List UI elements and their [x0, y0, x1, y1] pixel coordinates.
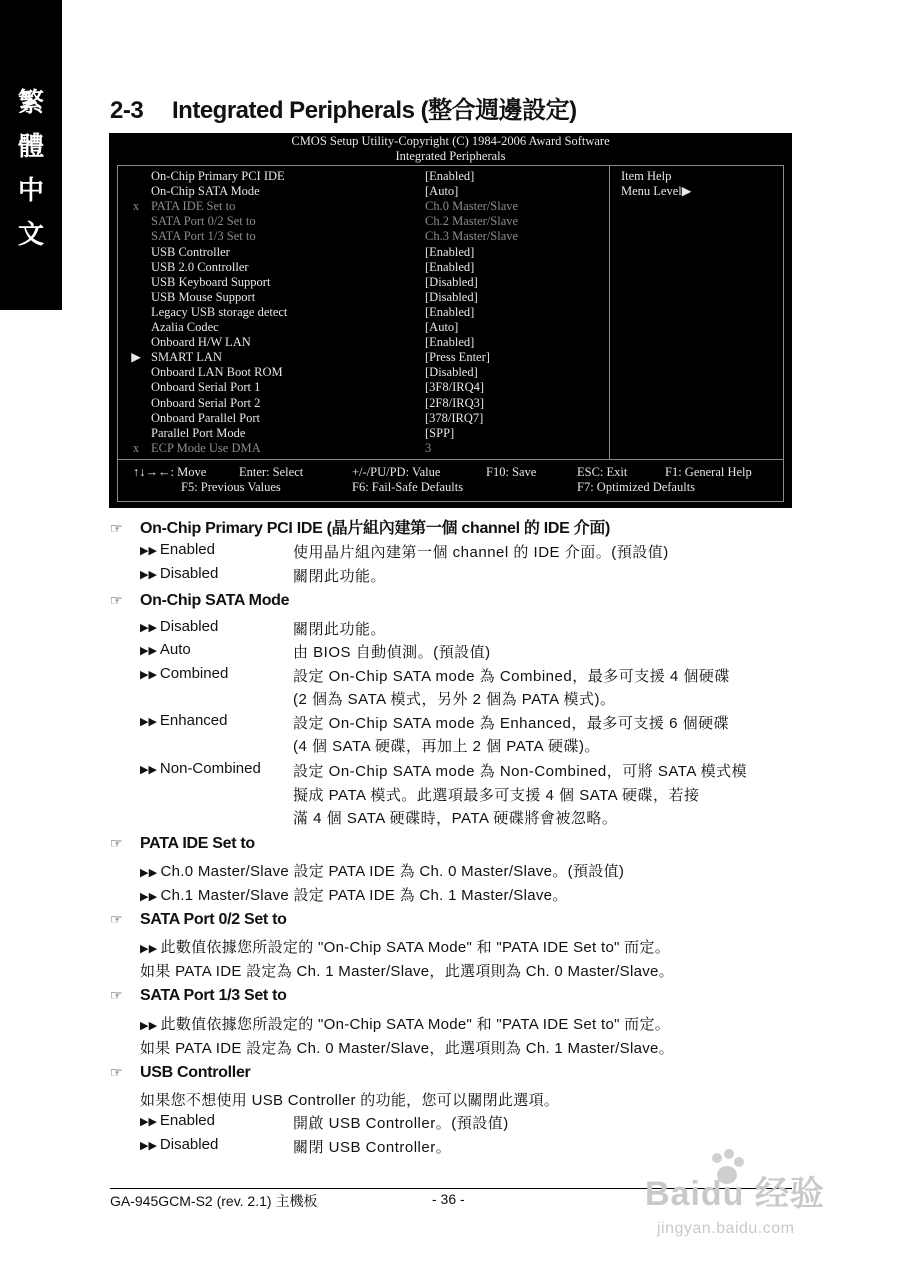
bios-setting-row[interactable]	[109, 245, 609, 260]
disabled-mark: x	[132, 199, 140, 214]
double-arrow-icon: ▶▶	[140, 545, 157, 557]
bios-setting-row[interactable]	[109, 290, 609, 305]
double-arrow-icon: ▶▶	[140, 943, 158, 955]
description-line: ▶▶ 此數值依據您所設定的 "On-Chip SATA Mode" 和 "PATA IDE Set to" 而定。	[140, 939, 671, 956]
key-save: F10: Save	[486, 465, 537, 479]
option-description: 設定 On-Chip SATA mode 為 Combined，最多可支援 4 個硬碟	[293, 668, 730, 685]
bios-setting-value[interactable]: [Enabled]	[425, 259, 475, 274]
pointing-hand-icon: ☞	[110, 835, 123, 851]
bios-setting-label: Parallel Port Mode	[151, 425, 246, 440]
bios-setting-row[interactable]	[109, 335, 609, 350]
option-enabled: ▶▶ Enabled	[140, 541, 215, 558]
bios-setting-value[interactable]: Ch.0 Master/Slave	[425, 199, 519, 214]
double-arrow-icon: ▶▶	[140, 669, 157, 681]
double-arrow-icon: ▶▶	[140, 1020, 158, 1032]
bios-setting-label: On-Chip SATA Mode	[151, 184, 260, 199]
bios-setting-row[interactable]	[109, 214, 609, 229]
item-help-title: Item Help	[621, 169, 672, 183]
footer-model: GA-945GCM-S2 (rev. 2.1) 主機板	[110, 1193, 318, 1209]
double-arrow-icon: ▶▶	[140, 1116, 157, 1128]
pointing-hand-icon: ☞	[110, 911, 123, 927]
description-line: ▶▶ 此數值依據您所設定的 "On-Chip SATA Mode" 和 "PATA IDE Set to" 而定。	[140, 1016, 671, 1033]
option-disabled: ▶▶ Disabled	[140, 1136, 219, 1153]
description-line: 如果您不想使用 USB Controller 的功能，您可以關閉此選項。	[140, 1092, 560, 1109]
description-line: 如果 PATA IDE 設定為 Ch. 0 Master/Slave，此選項則為 Ch. 1 Master/Slave。	[140, 1040, 674, 1057]
bios-setting-label: SATA Port 0/2 Set to	[151, 214, 256, 229]
watermark-brand: Baidu 经验	[645, 1175, 825, 1213]
bios-header-copyright: CMOS Setup Utility-Copyright (C) 1984-2006 Award Software	[291, 134, 610, 148]
section-heading-sata-mode: ☞ On-Chip SATA Mode	[110, 592, 290, 609]
bios-setting-row[interactable]	[109, 169, 609, 184]
bios-setting-row[interactable]	[109, 229, 609, 244]
bios-screen	[109, 133, 792, 508]
bios-setting-row[interactable]	[109, 380, 609, 395]
language-side-tab	[0, 0, 62, 310]
option-description: 關閉此功能。	[293, 568, 387, 585]
bios-setting-value[interactable]: [Disabled]	[425, 274, 478, 289]
double-arrow-icon: ▶▶	[140, 867, 158, 879]
key-failsafe-defaults: F6: Fail-Safe Defaults	[352, 480, 464, 494]
option-disabled: ▶▶ Disabled	[140, 565, 219, 582]
option-description: 設定 On-Chip SATA mode 為 Enhanced，最多可支援 6 個硬碟	[293, 715, 730, 732]
bios-setting-row[interactable]	[109, 350, 609, 365]
option-description-cont: (4 個 SATA 硬碟，再加上 2 個 PATA 硬碟)。	[293, 738, 600, 755]
section-heading-sata-13: ☞ SATA Port 1/3 Set to	[110, 987, 287, 1004]
side-tab-char: 繁	[17, 88, 44, 118]
bios-setting-value[interactable]: [Enabled]	[425, 169, 475, 183]
key-optimized-defaults: F7: Optimized Defaults	[577, 480, 696, 494]
key-exit: ESC: Exit	[577, 465, 628, 479]
bios-setting-value[interactable]: [Auto]	[425, 184, 459, 199]
pointing-hand-icon: ☞	[110, 592, 123, 608]
option-non-combined: ▶▶ Non-Combined	[140, 760, 261, 777]
bios-setting-value[interactable]: 3	[425, 440, 432, 455]
option-description: 設定 On-Chip SATA mode 為 Non-Combined，可將 SATA 模式模	[293, 763, 748, 780]
option-description: 開啟 USB Controller。(預設值)	[293, 1115, 509, 1132]
option-auto: ▶▶ Auto	[140, 641, 191, 658]
bios-setting-value[interactable]: [Disabled]	[425, 289, 478, 304]
section-number: 2-3	[110, 97, 144, 124]
bios-setting-label: SATA Port 1/3 Set to	[151, 229, 256, 244]
bios-setting-value[interactable]: [Enabled]	[425, 304, 475, 319]
bios-setting-value[interactable]: [Disabled]	[425, 365, 478, 380]
bios-setting-row[interactable]	[109, 305, 609, 320]
double-arrow-icon: ▶▶	[140, 891, 158, 903]
bios-setting-label: PATA IDE Set to	[151, 199, 236, 214]
option-description: 由 BIOS 自動偵測。(預設值)	[293, 644, 491, 661]
bios-setting-value[interactable]: [378/IRQ7]	[425, 410, 484, 425]
option-line: ▶▶ Ch.1 Master/Slave 設定 PATA IDE 為 Ch. 1 Master/Slave。	[140, 887, 568, 904]
bios-help-divider	[609, 166, 610, 459]
key-move: ↑↓→←: Move	[133, 465, 207, 479]
bios-setting-row[interactable]	[109, 396, 609, 411]
double-arrow-icon: ▶▶	[140, 1140, 157, 1152]
bios-setting-row[interactable]	[109, 275, 609, 290]
bios-setting-row[interactable]	[109, 320, 609, 335]
bios-setting-label: Azalia Codec	[151, 320, 219, 334]
option-combined: ▶▶ Combined	[140, 665, 229, 682]
bios-setting-row[interactable]	[109, 426, 609, 441]
bios-setting-value[interactable]: [2F8/IRQ3]	[425, 395, 485, 410]
side-tab-char: 文	[17, 220, 44, 250]
option-description: 使用晶片組內建第一個 channel 的 IDE 介面。(預設值)	[293, 544, 669, 561]
option-line: ▶▶ Ch.0 Master/Slave 設定 PATA IDE 為 Ch. 0 Master/Slave。(預設值)	[140, 863, 625, 880]
pointing-hand-icon: ☞	[110, 987, 123, 1003]
bios-setting-label: USB Mouse Support	[151, 289, 256, 304]
description-line: 如果 PATA IDE 設定為 Ch. 1 Master/Slave，此選項則為 Ch. 0 Master/Slave。	[140, 963, 674, 980]
side-tab-char: 中	[17, 176, 44, 206]
bios-setting-value[interactable]: [Enabled]	[425, 335, 475, 350]
menu-level: Menu Level▶	[621, 184, 692, 198]
baidu-watermark	[645, 1148, 885, 1248]
bios-setting-label: Onboard Parallel Port	[151, 410, 261, 425]
section-title: Integrated Peripherals (整合週邊設定)	[172, 97, 577, 124]
disabled-mark: x	[132, 440, 140, 455]
bios-setting-label: On-Chip Primary PCI IDE	[151, 169, 285, 183]
double-arrow-icon: ▶▶	[140, 645, 157, 657]
bios-setting-label: USB 2.0 Controller	[151, 259, 249, 274]
double-arrow-icon: ▶▶	[140, 716, 157, 728]
key-general-help: F1: General Help	[665, 465, 752, 479]
bios-setting-label: ECP Mode Use DMA	[151, 440, 261, 455]
pointing-hand-icon: ☞	[110, 520, 123, 536]
side-tab-char: 體	[17, 132, 44, 162]
bios-setting-row[interactable]	[109, 199, 609, 214]
section-heading-pci-ide: ☞ On-Chip Primary PCI IDE (晶片組內建第一個 channel 的 IDE 介面)	[110, 520, 611, 537]
page-title	[110, 90, 577, 125]
option-description-cont: 擬成 PATA 模式。此選項最多可支援 4 個 SATA 硬碟，若接	[293, 787, 700, 804]
option-disabled: ▶▶ Disabled	[140, 618, 219, 635]
bios-setting-row[interactable]	[109, 184, 609, 199]
bios-setting-label: USB Keyboard Support	[151, 274, 271, 289]
option-enhanced: ▶▶ Enhanced	[140, 712, 228, 729]
section-heading-sata-02: ☞ SATA Port 0/2 Set to	[110, 911, 287, 928]
option-enabled: ▶▶ Enabled	[140, 1112, 215, 1129]
bios-setting-value[interactable]: Ch.3 Master/Slave	[425, 229, 519, 244]
option-description: 關閉 USB Controller。	[293, 1139, 452, 1156]
bios-setting-value[interactable]: [Press Enter]	[425, 350, 490, 365]
key-select: Enter: Select	[239, 465, 304, 479]
bios-setting-row[interactable]	[109, 260, 609, 275]
bios-setting-row[interactable]	[109, 365, 609, 380]
watermark-url: jingyan.baidu.com	[657, 1220, 795, 1237]
key-value: +/-/PU/PD: Value	[352, 465, 441, 479]
option-description-cont: 滿 4 個 SATA 硬碟時，PATA 硬碟將會被忽略。	[293, 810, 618, 827]
pointing-hand-icon: ☞	[110, 1064, 123, 1080]
bios-setting-label: Onboard Serial Port 1	[151, 380, 261, 395]
bios-setting-label: Onboard LAN Boot ROM	[151, 365, 283, 380]
bios-setting-value[interactable]: [Auto]	[425, 320, 459, 334]
bios-setting-label: SMART LAN	[151, 350, 222, 365]
bios-setting-label: Onboard H/W LAN	[151, 335, 251, 350]
bios-setting-value[interactable]: [3F8/IRQ4]	[425, 380, 485, 395]
bios-setting-row[interactable]	[109, 441, 609, 456]
section-heading-usb-controller: ☞ USB Controller	[110, 1064, 251, 1081]
key-previous-values: F5: Previous Values	[181, 480, 281, 494]
option-description-cont: (2 個為 SATA 模式，另外 2 個為 PATA 模式)。	[293, 691, 616, 708]
bios-setting-row[interactable]	[109, 411, 609, 426]
submenu-arrow-icon: ▶	[131, 350, 141, 365]
bios-setting-value[interactable]: [SPP]	[425, 425, 455, 440]
bios-header-title: Integrated Peripherals	[395, 149, 506, 163]
bios-setting-label: Legacy USB storage detect	[151, 304, 288, 319]
bios-setting-label: USB Controller	[151, 244, 230, 259]
section-heading-pata-ide: ☞ PATA IDE Set to	[110, 835, 255, 852]
bios-setting-label: Onboard Serial Port 2	[151, 395, 261, 410]
option-description: 關閉此功能。	[293, 621, 387, 638]
bios-setting-value[interactable]: Ch.2 Master/Slave	[425, 214, 519, 229]
double-arrow-icon: ▶▶	[140, 764, 157, 776]
page-number: - 36 -	[432, 1191, 465, 1207]
bios-setting-value[interactable]: [Enabled]	[425, 244, 475, 259]
double-arrow-icon: ▶▶	[140, 569, 157, 581]
double-arrow-icon: ▶▶	[140, 622, 157, 634]
